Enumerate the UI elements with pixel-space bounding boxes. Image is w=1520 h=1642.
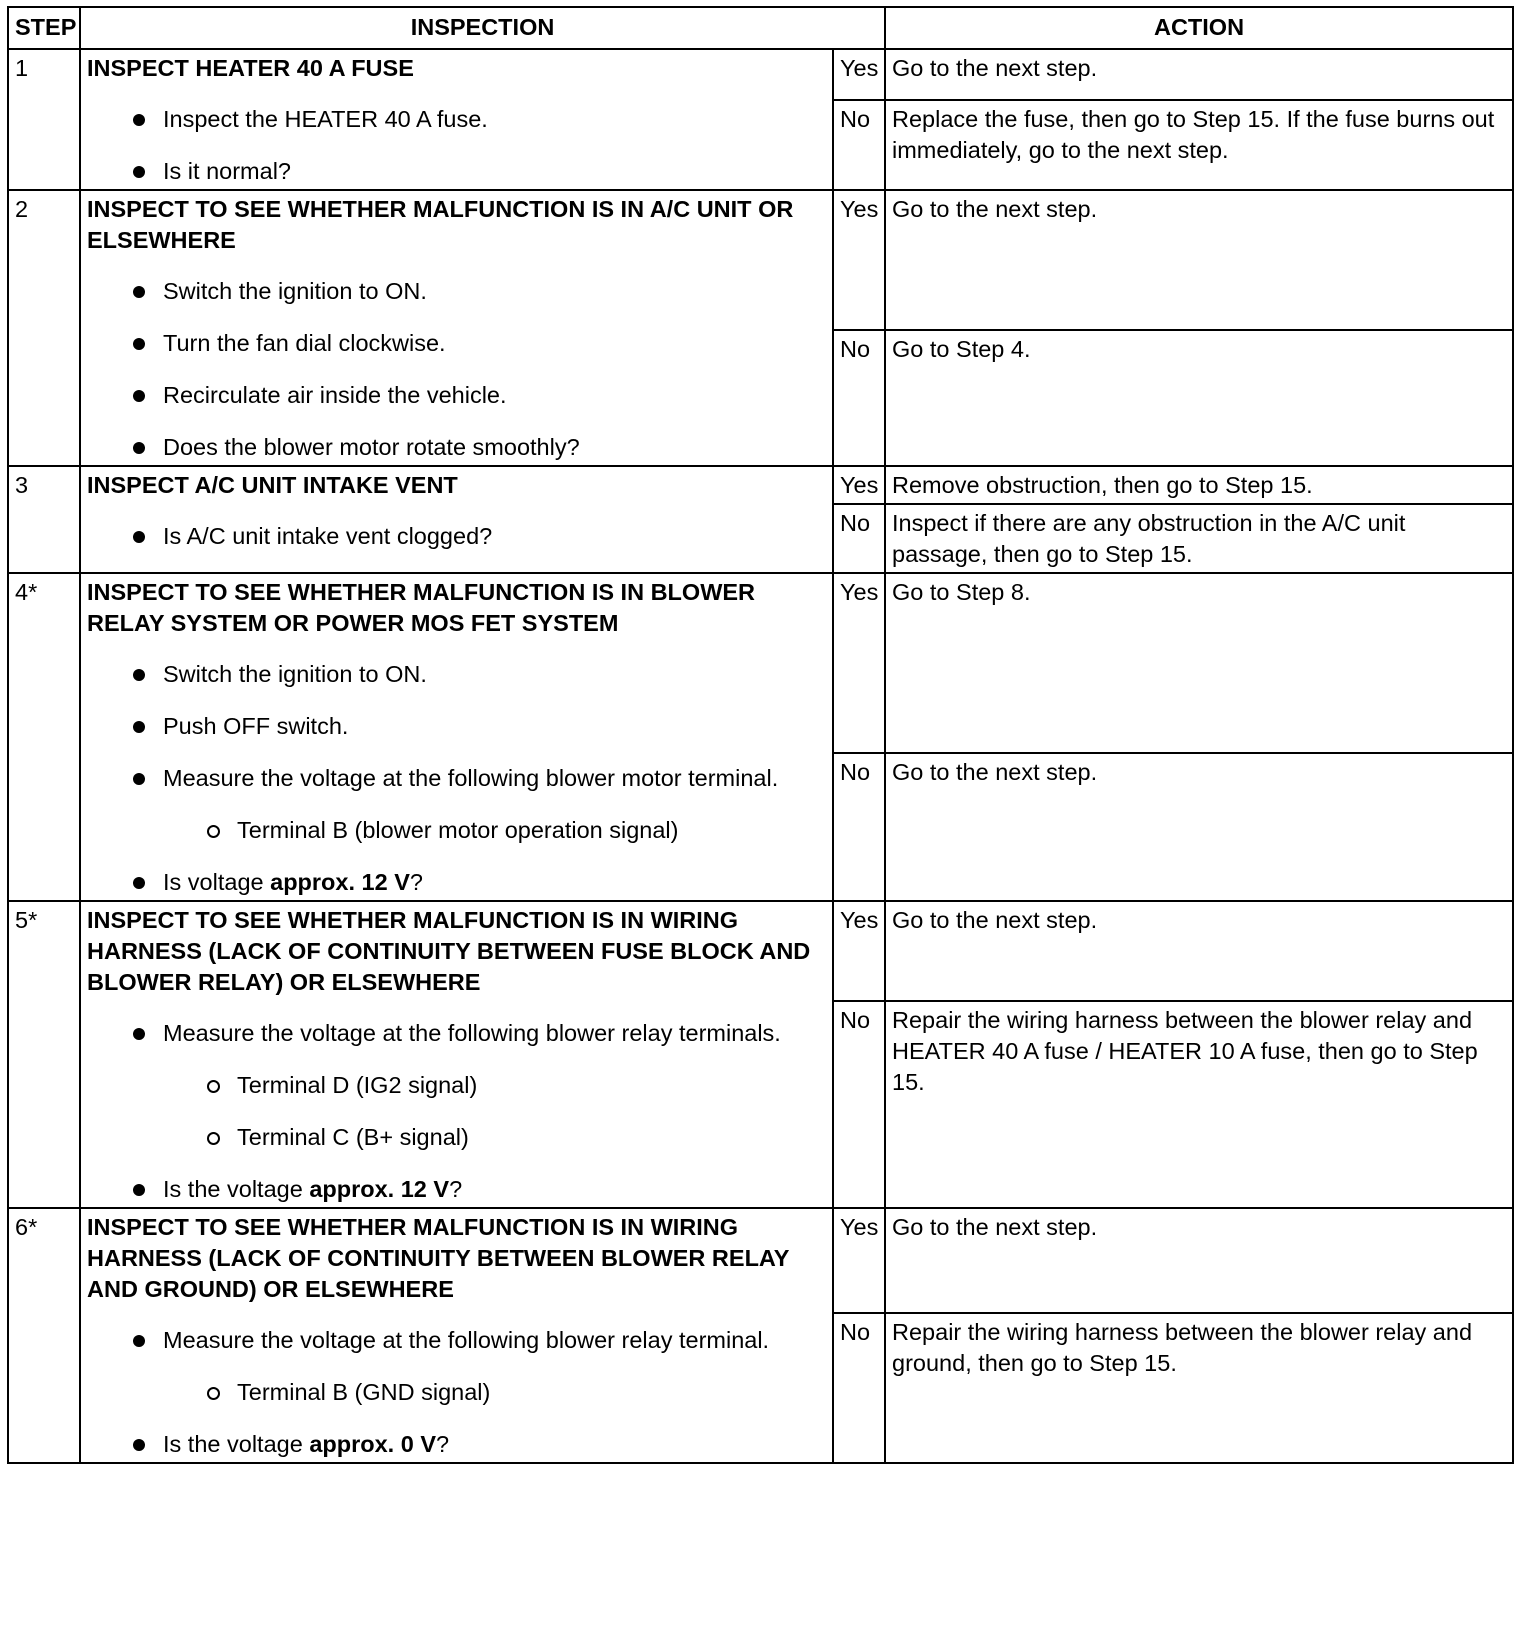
bullet-item xyxy=(133,1018,826,1153)
inspection-cell xyxy=(80,190,833,466)
step-5-yes-row xyxy=(8,901,1513,1001)
bullet-item: Is A/C unit intake vent clogged? xyxy=(133,521,826,552)
no-label: No xyxy=(833,1313,885,1463)
sub-bullet-item: Terminal B (GND signal) xyxy=(207,1377,826,1408)
bullet-item: Recirculate air inside the vehicle. xyxy=(133,380,826,411)
yes-label: Yes xyxy=(833,49,885,100)
sub-bullet-item: Terminal C (B+ signal) xyxy=(207,1122,826,1153)
question-value: approx. 12 V xyxy=(309,1176,450,1202)
step-number: 5* xyxy=(8,901,80,1208)
sub-bullets xyxy=(163,815,826,846)
inspection-bullets xyxy=(87,1018,826,1205)
no-label: No xyxy=(833,1001,885,1208)
header-row xyxy=(8,7,1513,49)
yes-label: Yes xyxy=(833,1208,885,1313)
step-4-yes-row xyxy=(8,573,1513,753)
inspection-title: INSPECT TO SEE WHETHER MALFUNCTION IS IN A/C UNIT OR ELSEWHERE xyxy=(87,196,794,253)
yes-action: Remove obstruction, then go to Step 15. xyxy=(885,466,1513,504)
step-6-yes-row xyxy=(8,1208,1513,1313)
yes-action: Go to the next step. xyxy=(885,901,1513,1001)
yes-label: Yes xyxy=(833,901,885,1001)
no-label: No xyxy=(833,100,885,190)
bullet-text: Measure the voltage at the following blower relay terminal. xyxy=(163,1327,770,1353)
inspection-cell xyxy=(80,573,833,901)
question-item: Is the voltage approx. 0 V? xyxy=(133,1429,826,1460)
no-label: No xyxy=(833,330,885,466)
question-item: Is voltage approx. 12 V? xyxy=(133,867,826,898)
sub-bullet-item: Terminal D (IG2 signal) xyxy=(207,1070,826,1101)
inspection-title: INSPECT HEATER 40 A FUSE xyxy=(87,55,414,81)
inspection-bullets xyxy=(87,521,826,552)
yes-label: Yes xyxy=(833,573,885,753)
inspection-bullets xyxy=(87,104,826,187)
bullet-item: Turn the fan dial clockwise. xyxy=(133,328,826,359)
question-value: approx. 0 V xyxy=(309,1431,437,1457)
inspection-cell xyxy=(80,466,833,573)
question-item: Is the voltage approx. 12 V? xyxy=(133,1174,826,1205)
yes-action: Go to the next step. xyxy=(885,49,1513,100)
sub-bullet-item: Terminal B (blower motor operation signal) xyxy=(207,815,826,846)
inspection-header: INSPECTION xyxy=(80,7,885,49)
yes-action: Go to the next step. xyxy=(885,190,1513,330)
bullet-text: Measure the voltage at the following blower relay terminals. xyxy=(163,1020,781,1046)
no-action: Go to the next step. xyxy=(885,753,1513,901)
sub-bullets xyxy=(163,1070,826,1153)
step-header: STEP xyxy=(8,7,80,49)
inspection-title: INSPECT A/C UNIT INTAKE VENT xyxy=(87,472,458,498)
step-number: 1 xyxy=(8,49,80,190)
no-action: Repair the wiring harness between the blower relay and ground, then go to Step 15. xyxy=(885,1313,1513,1463)
bullet-item: Inspect the HEATER 40 A fuse. xyxy=(133,104,826,135)
step-1-yes-row xyxy=(8,49,1513,100)
action-header: ACTION xyxy=(885,7,1513,49)
no-label: No xyxy=(833,504,885,573)
step-number: 4* xyxy=(8,573,80,901)
inspection-title: INSPECT TO SEE WHETHER MALFUNCTION IS IN WIRING HARNESS (LACK OF CONTINUITY BETWEEN BLOWER RELAY AND GROUND) OR ELSEWHERE xyxy=(87,1214,789,1302)
inspection-title: INSPECT TO SEE WHETHER MALFUNCTION IS IN BLOWER RELAY SYSTEM OR POWER MOS FET SYSTEM xyxy=(87,579,756,636)
bullet-item: Switch the ignition to ON. xyxy=(133,276,826,307)
step-2-yes-row xyxy=(8,190,1513,330)
yes-action: Go to Step 8. xyxy=(885,573,1513,753)
step-number: 2 xyxy=(8,190,80,466)
step-3-yes-row xyxy=(8,466,1513,504)
inspection-title: INSPECT TO SEE WHETHER MALFUNCTION IS IN WIRING HARNESS (LACK OF CONTINUITY BETWEEN FUSE BLOCK AND BLOWER RELAY) OR ELSEWHERE xyxy=(87,907,811,995)
sub-bullets xyxy=(163,1377,826,1408)
bullet-item: Switch the ignition to ON. xyxy=(133,659,826,690)
bullet-text: Measure the voltage at the following blower motor terminal. xyxy=(163,765,779,791)
inspection-cell xyxy=(80,901,833,1208)
yes-label: Yes xyxy=(833,466,885,504)
bullet-item: Does the blower motor rotate smoothly? xyxy=(133,432,826,463)
bullet-item: Push OFF switch. xyxy=(133,711,826,742)
inspection-bullets xyxy=(87,1325,826,1460)
diagnostic-table xyxy=(7,6,1514,1464)
no-action: Repair the wiring harness between the blower relay and HEATER 40 A fuse / HEATER 10 A fuse, then go to Step 15. xyxy=(885,1001,1513,1208)
bullet-item xyxy=(133,1325,826,1408)
bullet-item xyxy=(133,763,826,846)
step-number: 6* xyxy=(8,1208,80,1463)
yes-action: Go to the next step. xyxy=(885,1208,1513,1313)
no-action: Inspect if there are any obstruction in the A/C unit passage, then go to Step 15. xyxy=(885,504,1513,573)
no-action: Replace the fuse, then go to Step 15. If the fuse burns out immediately, go to the next step. xyxy=(885,100,1513,190)
no-action: Go to Step 4. xyxy=(885,330,1513,466)
inspection-cell xyxy=(80,1208,833,1463)
no-label: No xyxy=(833,753,885,901)
yes-label: Yes xyxy=(833,190,885,330)
inspection-bullets xyxy=(87,659,826,898)
question-value: approx. 12 V xyxy=(270,869,410,895)
inspection-bullets xyxy=(87,276,826,463)
bullet-item: Is it normal? xyxy=(133,156,826,187)
step-number: 3 xyxy=(8,466,80,573)
inspection-cell xyxy=(80,49,833,190)
